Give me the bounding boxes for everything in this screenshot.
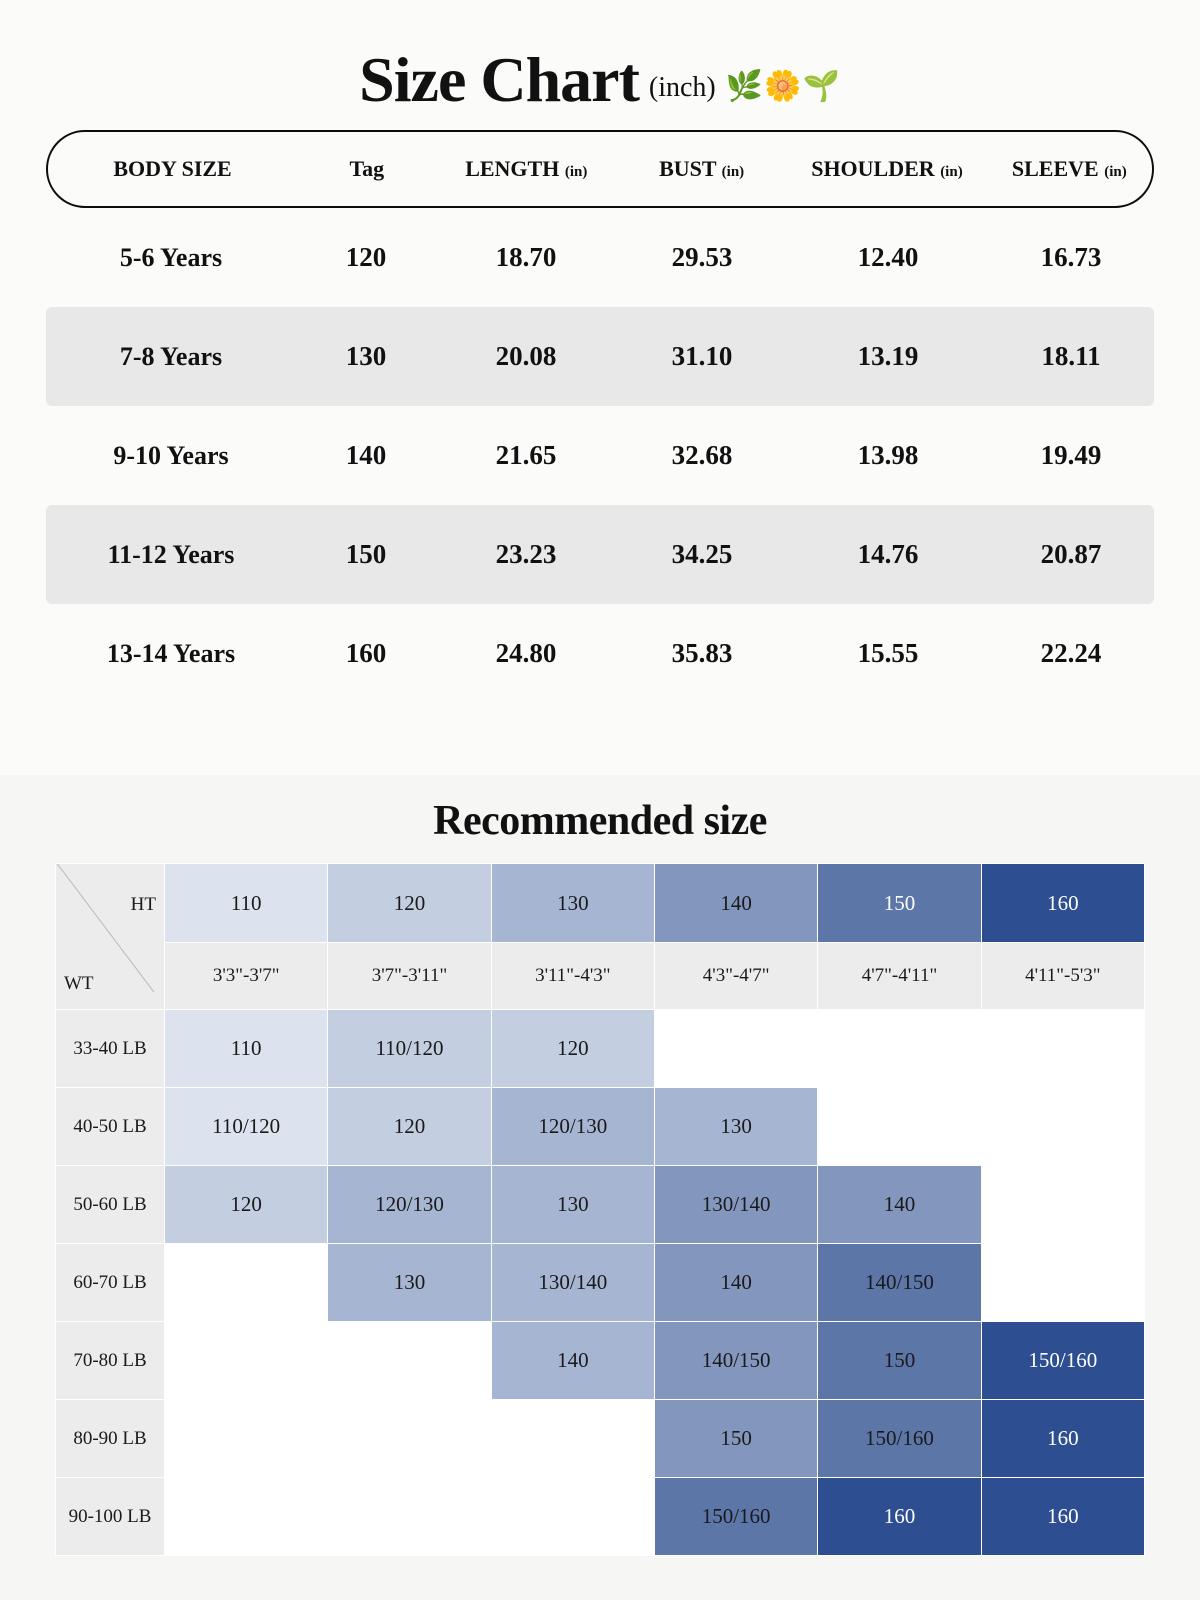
matrix-ht-range: 3'3"-3'7" [165,943,328,1010]
axis-label-ht: HT [130,894,156,915]
cell-shoulder: 15.55 [857,638,919,668]
matrix-cell: 150 [654,1400,817,1478]
cell-sleeve: 19.49 [1040,440,1102,470]
matrix-wt-range: 70-80 LB [56,1322,165,1400]
matrix-cell: 110/120 [328,1010,491,1088]
cell-shoulder: 13.19 [857,341,919,371]
size-chart-section [0,0,1200,775]
column-header-shoulder: SHOULDER (in) [811,156,963,181]
matrix-wt-range: 90-100 LB [56,1478,165,1556]
size-table-body [46,208,1154,703]
matrix-row [56,1400,1145,1478]
matrix-cell: 150/160 [981,1322,1144,1400]
title-unit: (inch) [648,72,716,103]
matrix-cell: 150/160 [818,1400,981,1478]
table-row [46,604,1154,703]
matrix-cell-empty [491,1478,654,1556]
page-title [0,0,1200,115]
matrix-ht-size: 120 [328,864,491,943]
matrix-cell-empty [165,1244,328,1322]
matrix-cell-empty [328,1322,491,1400]
flower-icon: 🌿🌼🌱 [725,70,841,103]
cell-sleeve: 16.73 [1040,242,1102,272]
matrix-wt-range: 60-70 LB [56,1244,165,1322]
matrix-cell: 150 [818,1322,981,1400]
matrix-cell: 120 [328,1088,491,1166]
matrix-cell: 120/130 [491,1088,654,1166]
cell-bust: 31.10 [671,341,733,371]
cell-shoulder: 13.98 [857,440,919,470]
matrix-cell: 130 [654,1088,817,1166]
matrix-cell-empty [818,1088,981,1166]
cell-body-size: 7-8 Years [119,341,223,371]
matrix-cell: 140 [491,1322,654,1400]
matrix-cell-empty [165,1322,328,1400]
column-header-bust: BUST (in) [659,156,745,181]
matrix-cell-empty [981,1166,1144,1244]
cell-shoulder: 12.40 [857,242,919,272]
column-header-sleeve: SLEEVE (in) [1011,156,1127,181]
axis-label-wt: WT [64,973,94,994]
cell-tag: 140 [345,440,387,470]
matrix-cell: 160 [981,1478,1144,1556]
cell-sleeve: 22.24 [1040,638,1102,668]
table-row [46,307,1154,406]
matrix-cell-empty [981,1244,1144,1322]
matrix-ht-size: 150 [818,864,981,943]
matrix-row [56,1322,1145,1400]
matrix-cell: 130 [328,1244,491,1322]
matrix-cell: 130/140 [654,1166,817,1244]
cell-body-size: 13-14 Years [106,638,236,668]
cell-tag: 130 [345,341,387,371]
cell-sleeve: 18.11 [1041,341,1101,371]
cell-length: 21.65 [495,440,557,470]
cell-length: 20.08 [495,341,557,371]
matrix-cell: 160 [818,1478,981,1556]
matrix-cell: 160 [981,1400,1144,1478]
matrix-cell-empty [654,1010,817,1088]
matrix-cell-empty [491,1400,654,1478]
recommended-size-matrix [55,863,1145,1556]
matrix-ht-range: 3'7"-3'11" [328,943,491,1010]
matrix-cell: 140/150 [654,1322,817,1400]
cell-bust: 29.53 [671,242,733,272]
cell-body-size: 5-6 Years [119,242,223,272]
matrix-wt-range: 50-60 LB [56,1166,165,1244]
matrix-cell: 120 [491,1010,654,1088]
matrix-cell: 150/160 [654,1478,817,1556]
size-table-header [46,130,1154,208]
matrix-cell: 140 [654,1244,817,1322]
matrix-row [56,1088,1145,1166]
matrix-wt-range: 80-90 LB [56,1400,165,1478]
matrix-wt-range: 33-40 LB [56,1010,165,1088]
matrix-cell-empty [818,1010,981,1088]
matrix-ht-size: 130 [491,864,654,943]
matrix-cell: 140/150 [818,1244,981,1322]
cell-tag: 150 [345,539,387,569]
table-row [46,208,1154,307]
table-row [46,406,1154,505]
column-header-tag: Tag [349,156,385,181]
column-header-length: LENGTH (in) [465,156,588,181]
matrix-cell-empty [328,1478,491,1556]
matrix-ht-range: 4'11"-5'3" [981,943,1144,1010]
matrix-cell: 110 [165,1010,328,1088]
cell-length: 23.23 [495,539,557,569]
cell-length: 18.70 [495,242,557,272]
title-text: Size Chart [359,44,639,115]
cell-body-size: 9-10 Years [113,440,229,470]
recommended-size-section [0,775,1200,1600]
matrix-ht-range: 4'3"-4'7" [654,943,817,1010]
matrix-cell-empty [981,1010,1144,1088]
matrix-header-row-ht [56,864,1145,943]
cell-shoulder: 14.76 [857,539,919,569]
matrix-row [56,1166,1145,1244]
matrix-ht-range: 3'11"-4'3" [491,943,654,1010]
table-row [46,505,1154,604]
matrix-ht-size: 140 [654,864,817,943]
cell-sleeve: 20.87 [1040,539,1102,569]
matrix-cell-empty [981,1088,1144,1166]
recommended-size-title: Recommended size [433,798,767,844]
matrix-cell: 130 [491,1166,654,1244]
matrix-cell: 110/120 [165,1088,328,1166]
cell-bust: 32.68 [671,440,733,470]
matrix-cell-empty [165,1478,328,1556]
matrix-axis-corner [56,864,165,1010]
cell-tag: 160 [345,638,387,668]
matrix-cell: 120 [165,1166,328,1244]
matrix-header-row-ht-range [56,943,1145,1010]
cell-tag: 120 [345,242,387,272]
matrix-row [56,1478,1145,1556]
cell-bust: 34.25 [671,539,733,569]
matrix-row [56,1010,1145,1088]
cell-length: 24.80 [495,638,557,668]
column-header-body-size: BODY SIZE [113,156,232,181]
cell-bust: 35.83 [671,638,733,668]
matrix-cell: 140 [818,1166,981,1244]
cell-body-size: 11-12 Years [107,539,235,569]
matrix-cell: 120/130 [328,1166,491,1244]
matrix-cell-empty [328,1400,491,1478]
matrix-ht-size: 110 [165,864,328,943]
matrix-wt-range: 40-50 LB [56,1088,165,1166]
matrix-cell-empty [165,1400,328,1478]
matrix-ht-range: 4'7"-4'11" [818,943,981,1010]
matrix-cell: 130/140 [491,1244,654,1322]
matrix-ht-size: 160 [981,864,1144,943]
matrix-row [56,1244,1145,1322]
